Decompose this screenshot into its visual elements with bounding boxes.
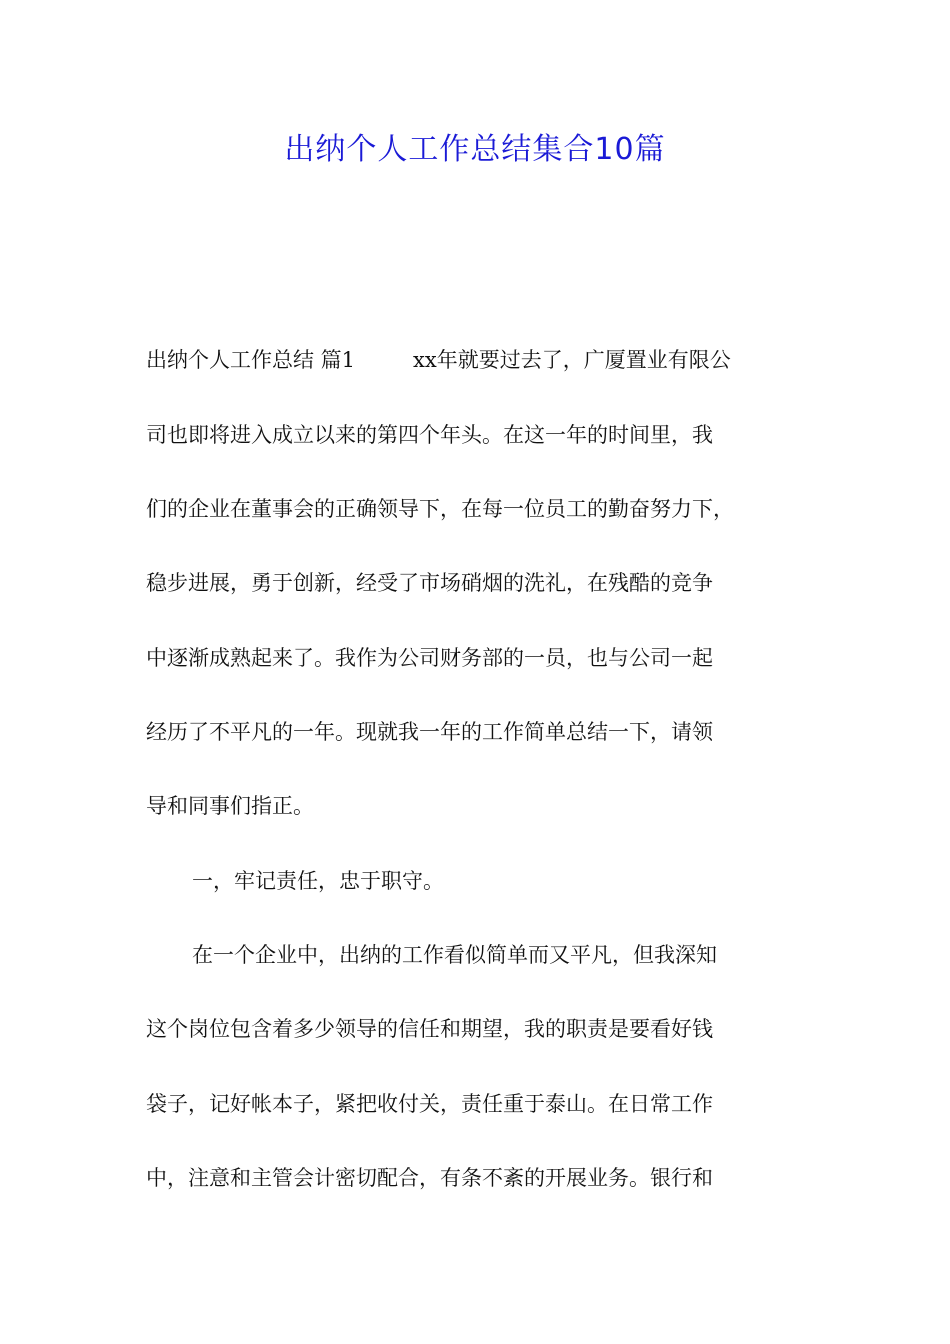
body-line: 稳步进展，勇于创新，经受了市场硝烟的洗礼，在残酷的竞争 [146,571,713,595]
section-heading: 出纳个人工作总结 篇1 [146,348,356,372]
body-line: 袋子，记好帐本子，紧把收付关，责任重于泰山。在日常工作 [146,1092,713,1116]
body-line: 司也即将进入成立以来的第四个年头。在这一年的时间里，我 [146,423,713,447]
body-line: 们的企业在董事会的正确领导下，在每一位员工的勤奋努力下， [146,497,734,521]
first-line [146,345,826,375]
body-line: 导和同事们指正。 [146,794,314,818]
body-line: 中，注意和主管会计密切配合，有条不紊的开展业务。银行和 [146,1166,713,1190]
body-text: xx年就要过去了，广厦置业有限公 [413,348,731,372]
section-subheading: 一，牢记责任，忠于职守。 [192,869,444,893]
body-line: 中逐渐成熟起来了。我作为公司财务部的一员，也与公司一起 [146,646,713,670]
body-line: 经历了不平凡的一年。现就我一年的工作简单总结一下，请领 [146,720,713,744]
body-line: 这个岗位包含着多少领导的信任和期望，我的职责是要看好钱 [146,1017,713,1041]
document-title: 出纳个人工作总结集合10篇 [284,132,666,167]
body-line: 在一个企业中，出纳的工作看似简单而又平凡，但我深知 [192,943,717,967]
